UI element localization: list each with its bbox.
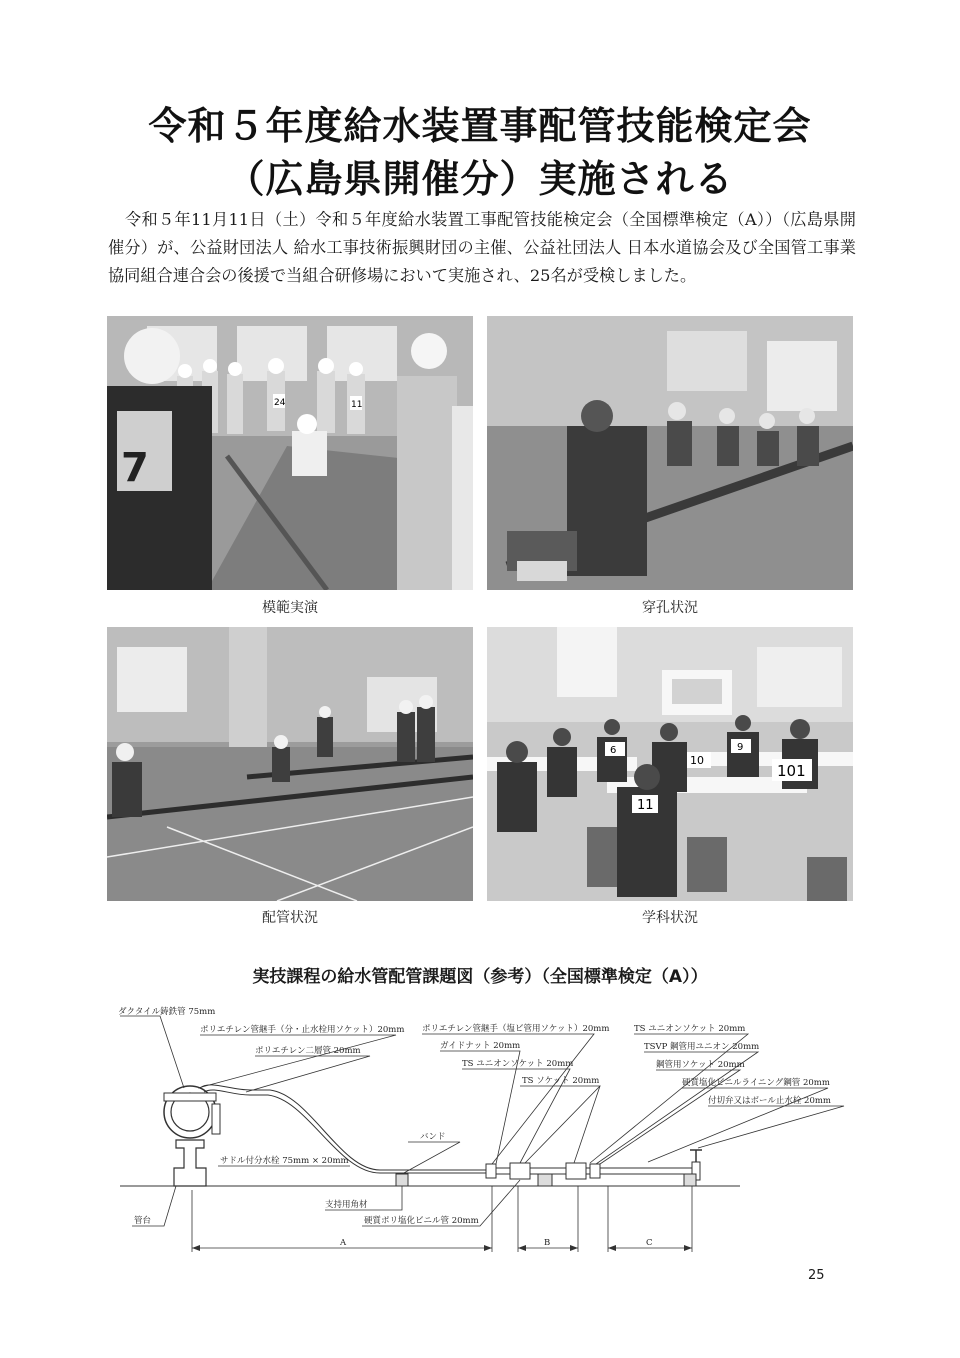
label-lined-steel-pipe: 硬質塩化ビニルライニング鋼管 20mm bbox=[682, 1078, 830, 1088]
label-valve: 付切弁又はボール止水栓 20mm bbox=[708, 1096, 831, 1106]
photo-vest-number: 10 bbox=[690, 754, 704, 767]
label-pvc-pipe: 硬質ポリ塩化ビニル管 20mm bbox=[364, 1216, 479, 1226]
photo-written-exam bbox=[487, 627, 853, 901]
photo-caption: 穿孔状況 bbox=[642, 600, 698, 616]
photo-vest-number: 24 bbox=[274, 398, 286, 408]
diagram-title: 実技課程の給水管配管課題図（参考）（全国標準検定（A）） bbox=[252, 967, 708, 987]
label-ts-union-2: TS ユニオンソケット 20mm bbox=[634, 1024, 746, 1034]
photo-caption: 模範実演 bbox=[262, 600, 318, 616]
photo-vest-number: 11 bbox=[637, 798, 654, 813]
photo-demonstration bbox=[107, 316, 473, 590]
label-pe-pipe: ポリエチレン二層管 20mm bbox=[255, 1046, 361, 1056]
page-number: 25 bbox=[808, 1268, 825, 1283]
photo-vest-number: 9 bbox=[737, 742, 744, 753]
photo-caption: 配管状況 bbox=[262, 910, 318, 926]
label-saddle: サドル付分水栓 75mm × 20mm bbox=[220, 1156, 349, 1166]
piping-diagram bbox=[100, 1000, 860, 1262]
label-steel-socket: 鋼管用ソケット 20mm bbox=[656, 1060, 745, 1070]
label-ts-socket: TS ソケット 20mm bbox=[522, 1076, 600, 1086]
label-stand: 管台 bbox=[134, 1216, 152, 1226]
photo-drilling bbox=[487, 316, 853, 590]
label-pe-joint: ポリエチレン管継手（分・止水栓用ソケット）20mm bbox=[200, 1025, 405, 1035]
label-ductile-pipe: ダクタイル鋳鉄管 75mm bbox=[118, 1007, 216, 1017]
label-tsvp-union: TSVP 鋼管用ユニオン 20mm bbox=[644, 1042, 760, 1052]
page-title-line2: （広島県開催分）実施される bbox=[226, 157, 734, 201]
dimension-a: A bbox=[340, 1238, 347, 1248]
label-guide-nut: ガイドナット 20mm bbox=[440, 1041, 521, 1051]
label-band: バンド bbox=[420, 1132, 446, 1142]
photo-piping bbox=[107, 627, 473, 901]
photo-vest-number: 11 bbox=[351, 400, 363, 410]
dimension-c: C bbox=[646, 1238, 653, 1248]
photo-vest-number: 101 bbox=[777, 762, 806, 780]
label-pe-joint-pvc: ポリエチレン管継手（塩ビ管用ソケット）20mm bbox=[422, 1024, 610, 1034]
label-ts-union-1: TS ユニオンソケット 20mm bbox=[462, 1059, 574, 1069]
photo-vest-number: 7 bbox=[121, 445, 149, 491]
intro-paragraph: 令和５年11月11日（土）令和５年度給水装置工事配管技能検定会（全国標準検定（A））（広島県開催分）が、公益財団法人 給水工事技術振興財団の主催、公益社団法人 日本水道協会及び全国管工事業協同組合連合会の後援で当組合研修場において実施され、25名が受検しました。 bbox=[108, 210, 856, 285]
dimension-b: B bbox=[544, 1238, 551, 1248]
photo-vest-number: 6 bbox=[610, 745, 617, 756]
label-support: 支持用角材 bbox=[325, 1200, 368, 1210]
photo-caption: 学科状況 bbox=[642, 910, 698, 926]
page-title-line1: 令和５年度給水装置事配管技能検定会 bbox=[148, 104, 812, 148]
